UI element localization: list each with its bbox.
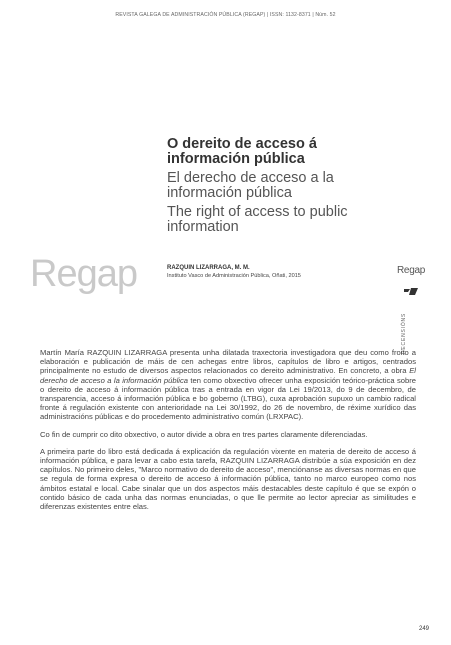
page-number: 249: [418, 626, 429, 632]
title-spanish: El derecho de acceso a la información pública: [167, 170, 334, 201]
book-author: RAZQUIN LIZARRAGA, M. M.: [167, 265, 250, 271]
review-body: [40, 348, 416, 519]
title-english: The right of access to public information: [167, 204, 348, 235]
paragraph-3: A primeira parte do libro está dedicada á explicación da regulación vixente en materia de dereito de acceso á información pública, e para levar a cabo esta tarefa, RAZQUIN LIZARRAGA distribúe a súa exposición en dez capítulos. No primeiro deles, "Marco normativo do dereito de acceso", menciónanse as diversas normas en que se regula de forma expresa o dereito de acceso á información pública, tanto no marco europeo como nos ámbitos estatal e local. Cabe sinalar que un dos aspectos máis destacables deste capítulo é que se expón o contido básico de cada unha das normas enunciadas, o que lle permite ao lector apreciar as similitudes e diferenzas existentes entre elas.: [40, 446, 416, 512]
title-galician: O dereito de acceso á información pública: [167, 136, 317, 167]
regap-logo: Regap: [30, 253, 137, 295]
xunta-emblem-icon: [393, 284, 429, 302]
paragraph-2: Co fin de cumprir co dito obxectivo, o autor divide a obra en tres partes claramente diferenciadas.: [40, 429, 368, 439]
book-info: [167, 265, 387, 279]
journal-header: REVISTA GALEGA DE ADMINISTRACIÓN PÚBLICA (REGAP) | ISSN: 1132-8371 | Núm. 52: [115, 12, 336, 18]
book-publisher: Instituto Vasco de Administración Pública, Oñati, 2015: [167, 273, 301, 279]
paragraph-1: Martín María RAZQUIN LIZARRAGA presenta unha dilatada traxectoria investigadora que deu como froito a elaboración e publicación de máis de cen achegas entre libros, capítulos de libro e artigos, centrados principalmente no estudo de diversos aspectos relacionados co dereito administrativo. En concreto, a obra El derecho de acceso a la información pública ten como obxectivo ofrecer unha exposición teórico-práctica sobre o dereito de acceso á información pública tras a entrada en vigor da Lei 19/2013, do 9 de decembro, de transparencia, acceso á información pública e bo goberno (LTBG), cuxa aprobación supuxo un cambio radical fronte á regulación existente con anterioridade na Lei 30/1992, do 26 de novembro, de réxime xurídico das administracións públicas e do procedemento administrativo común (LRXPAC).: [40, 348, 416, 422]
section-label: RECENSIÓNS: [401, 312, 407, 354]
title-block: [167, 137, 367, 235]
regap-small-logo: Regap: [397, 265, 425, 276]
book-title-italic: El derecho de acceso a la información pública: [40, 366, 416, 385]
